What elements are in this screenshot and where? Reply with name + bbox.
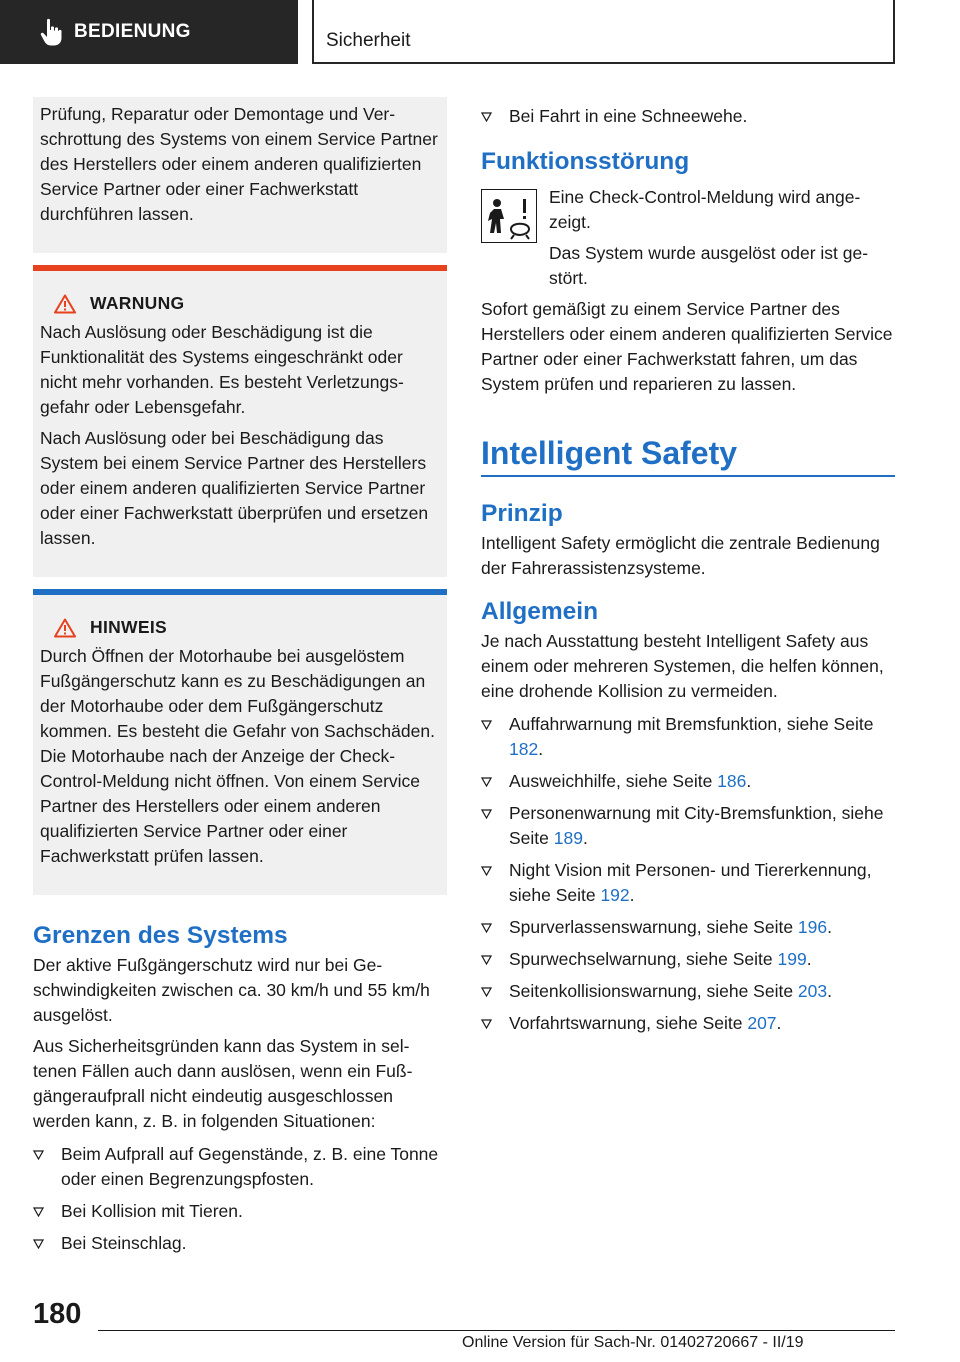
notice-triangle-icon xyxy=(54,618,76,638)
bullet-triangle-icon xyxy=(481,809,492,819)
prinzip-text: Intelligent Safety ermöglicht die zentrale Bedienung der Fahrerassistenzsysteme. xyxy=(481,532,880,578)
bullet-triangle-icon xyxy=(33,1239,44,1249)
list-item: Bei Fahrt in eine Schneewehe. xyxy=(481,104,895,129)
bullet-triangle-icon xyxy=(481,987,492,997)
hinweis-box xyxy=(33,595,447,895)
section-tab[interactable] xyxy=(0,0,298,64)
warning-box xyxy=(33,271,447,577)
page-link[interactable]: 199 xyxy=(777,948,807,969)
bullet-triangle-icon xyxy=(481,1019,492,1029)
allgemein-heading: Allgemein xyxy=(481,597,599,625)
hand-pointer-icon xyxy=(40,18,62,46)
list-item: Bei Kollision mit Tieren. xyxy=(33,1199,447,1224)
bullet-triangle-icon xyxy=(481,955,492,965)
grenzen-paragraph: Aus Sicherheitsgründen kann das System in seltenen Fällen auch dann auslösen, wenn ein Fußgängeraufprall nicht eindeutig ausgeschlossen werden kann, z. B. in folgenden Situationen: xyxy=(33,1036,413,1131)
funktion-line: Eine Check-Control-Meldung wird angezeigt. xyxy=(549,187,861,232)
grenzen-heading: Grenzen des Systems xyxy=(33,922,288,949)
page-link[interactable]: 192 xyxy=(600,884,630,905)
page-number: 180 xyxy=(33,1298,82,1330)
page-link[interactable]: 207 xyxy=(747,1012,777,1033)
safety-systems-list xyxy=(481,712,895,1036)
footer-rule xyxy=(98,1330,895,1331)
list-item: Spurverlassenswarnung, siehe Seite 196. xyxy=(481,915,895,940)
bullet-triangle-icon xyxy=(481,866,492,876)
safety-rule xyxy=(481,475,895,477)
bullet-triangle-icon xyxy=(481,777,492,787)
warning-title: WARNUNG xyxy=(90,293,185,313)
allgemein-text: Je nach Ausstattung besteht Intelligent Safety aus einem oder mehreren Systemen, die helfen können, eine drohende Kollision zu vermeiden. xyxy=(481,630,884,701)
bullet-triangle-icon xyxy=(481,923,492,933)
page-link[interactable]: 182 xyxy=(509,738,539,759)
header-underline xyxy=(312,62,895,64)
safety-heading: Intelligent Safety xyxy=(481,435,738,471)
warning-paragraph: Nach Auslösung oder Beschädigung ist die Funktionalität des Systems eingeschränkt oder nicht mehr vorhanden. Es besteht Verletzungsgefahr oder Lebensgefahr. xyxy=(40,322,404,417)
right-column xyxy=(481,100,895,1043)
continued-list xyxy=(481,104,895,129)
warning-note xyxy=(33,265,447,577)
hinweis-title: HINWEIS xyxy=(90,617,167,637)
list-item: Personenwarnung mit City-Bremsfunktion, siehe Seite 189. xyxy=(481,801,895,851)
hinweis-paragraph: Durch Öffnen der Motorhaube bei ausgelöstem Fußgängerschutz kann es zu Beschädigungen an der Motorhaube oder dem Fußgängerschutz kommen. Es besteht die Gefahr von Sachschäden. Die Motorhaube nach der Anzeige der Check-Control-Meldung nicht öffnen. Von einem Service Partner des Herstellers oder einem anderen qualifizierten Service Partner oder einer Fachwerkstatt prüfen lassen. xyxy=(40,646,435,866)
warning-paragraph: Nach Auslösung oder bei Beschädigung das System bei einem Service Partner des Herstellers oder einem anderen qualifizierten Service Partner oder einer Fachwerkstatt überprüfen und ersetzen lassen. xyxy=(40,428,429,548)
list-item: Auffahrwarnung mit Bremsfunktion, siehe Seite 182. xyxy=(481,712,895,762)
list-item: Seitenkollisionswarnung, siehe Seite 203. xyxy=(481,979,895,1004)
warning-triangle-icon xyxy=(54,294,76,314)
section-label: BEDIENUNG xyxy=(74,21,191,42)
list-item: Beim Aufprall auf Gegenstände, z. B. eine Tonne oder einen Begrenzungspfosten. xyxy=(33,1142,447,1192)
list-item: Spurwechselwarnung, siehe Seite 199. xyxy=(481,947,895,972)
funktion-line: Das System wurde ausgelöst oder ist gestört. xyxy=(549,243,869,288)
bullet-triangle-icon xyxy=(481,112,492,122)
page-link[interactable]: 189 xyxy=(553,827,583,848)
bullet-triangle-icon xyxy=(33,1207,44,1217)
prinzip-heading: Prinzip xyxy=(481,499,563,527)
funktion-block xyxy=(481,185,895,291)
page-link[interactable]: 203 xyxy=(797,980,828,1001)
footer-version: Online Version für Sach-Nr. 01402720667 - II/19 xyxy=(462,1334,804,1351)
list-item: Bei Steinschlag. xyxy=(33,1231,447,1256)
grenzen-paragraph: Der aktive Fußgängerschutz wird nur bei Geschwindigkeiten zwischen ca. 30 km/h und 55 km/h ausgelöst. xyxy=(33,955,430,1025)
hinweis-note xyxy=(33,589,447,895)
funktion-heading: Funktionsstörung xyxy=(481,148,690,175)
header-divider xyxy=(312,0,314,64)
page-link[interactable]: 196 xyxy=(797,916,828,937)
left-column xyxy=(33,100,447,1263)
header-divider-right xyxy=(893,0,895,64)
chapter-title: Sicherheit xyxy=(326,30,411,51)
bullet-triangle-icon xyxy=(481,720,492,730)
intro-text: Prüfung, Reparatur oder Demontage und Verschrottung des Systems von einem Service Partner des Herstellers oder einem anderen qualifizierten Service Partner oder einer Fachwerkstatt durchführen lassen. xyxy=(40,104,438,224)
list-item: Ausweichhilfe, siehe Seite 186. xyxy=(481,769,895,794)
bullet-triangle-icon xyxy=(33,1150,44,1160)
pedestrian-warning-icon xyxy=(481,189,537,243)
list-item: Night Vision mit Personen- und Tiererkennung, siehe Seite 192. xyxy=(481,858,895,908)
intro-box xyxy=(33,97,447,253)
page-link[interactable]: 186 xyxy=(717,770,747,791)
grenzen-list xyxy=(33,1142,447,1256)
list-item: Vorfahrtswarnung, siehe Seite 207. xyxy=(481,1011,895,1036)
funktion-paragraph: Sofort gemäßigt zu einem Service Partner des Herstellers oder einem anderen qualifizierten Service Partner oder einer Fachwerkstatt fahren, um das System prüfen und reparieren zu lassen. xyxy=(481,299,893,394)
